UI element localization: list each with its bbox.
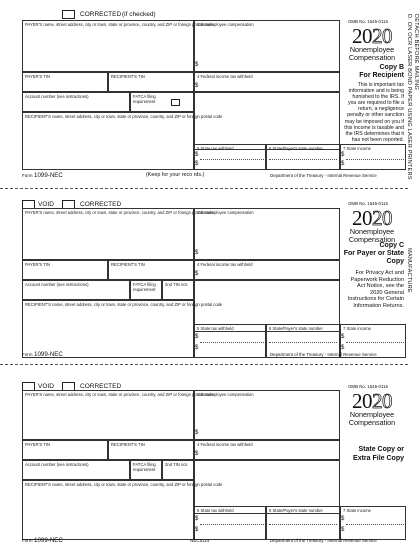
box4-label: 4 Federal income tax withheld xyxy=(197,74,253,79)
footer-form-label xyxy=(22,172,63,179)
side-manufacture-text: MANUFACTURE xyxy=(406,248,412,293)
box6-divider xyxy=(269,524,337,525)
box1-label: 1 Nonemployee compensation xyxy=(197,22,254,27)
account-number-box[interactable] xyxy=(22,92,130,112)
copy-title: Copy C xyxy=(379,242,404,249)
form-number: 1099-NEC xyxy=(34,537,63,544)
box1-dollar: $ xyxy=(195,430,199,436)
tax-year-suffix: 20 xyxy=(372,389,392,413)
payer-tin-box[interactable] xyxy=(22,260,108,280)
box1-dollar: $ xyxy=(195,62,199,68)
box4-dollar: $ xyxy=(195,83,199,89)
footer-center: (Keep for your reco rds.) xyxy=(146,172,205,178)
box6-state-number[interactable] xyxy=(266,144,340,170)
box4-dollar: $ xyxy=(195,451,199,457)
box6-label: 6 State/Payer's state number xyxy=(269,508,323,513)
recipient-tin-box[interactable] xyxy=(108,260,194,280)
account-number-box[interactable] xyxy=(22,280,130,300)
payer-tin-label: PAYER'S TIN xyxy=(25,442,50,447)
box5-dollar-2: $ xyxy=(195,345,199,351)
footer-center: NEC5114 xyxy=(190,538,210,543)
recipient-address-label: RECIPIENT'S name, street address, city or town, state or province, country, and ZIP or foreign postal code xyxy=(25,114,223,119)
box4-label: 4 Federal income tax withheld xyxy=(197,442,253,447)
void-label: VOID xyxy=(38,201,54,208)
recipient-tin-label: RECIPIENT'S TIN xyxy=(111,74,145,79)
box5-state-tax[interactable] xyxy=(194,324,266,358)
corrected-label: CORRECTED xyxy=(80,11,122,18)
box5-state-tax[interactable] xyxy=(194,144,266,170)
corrected-sub-label: (if checked) xyxy=(122,11,156,18)
box7-dollar-2: $ xyxy=(341,161,345,167)
box5-label: 5 State tax withheld xyxy=(197,508,234,513)
box6-divider xyxy=(269,159,337,160)
tax-year-suffix: 20 xyxy=(372,24,392,48)
account-number-label: Account number (see instructions) xyxy=(25,462,89,467)
form-word: Form xyxy=(22,352,33,357)
second-tin-label: 2nd TIN not. xyxy=(165,282,188,287)
box7-state-income[interactable] xyxy=(340,144,406,170)
recipient-tin-box[interactable] xyxy=(108,72,194,92)
recipient-tin-box[interactable] xyxy=(108,440,194,460)
omb-number: OMB No. 1545-0116 xyxy=(348,19,388,24)
side-detach-text: DETACH BEFORE MAILING xyxy=(413,14,419,90)
payer-tin-label: PAYER'S TIN xyxy=(25,74,50,79)
payer-tin-box[interactable] xyxy=(22,440,108,460)
blank-mid-box xyxy=(194,92,340,150)
fatca-box[interactable] xyxy=(130,280,162,300)
account-number-label: Account number (see instructions) xyxy=(25,282,89,287)
footer-form-label xyxy=(22,537,63,544)
payer-tin-label: PAYER'S TIN xyxy=(25,262,50,267)
tax-year-prefix: 20 xyxy=(352,206,372,230)
box7-dollar-1: $ xyxy=(341,152,345,158)
recipient-address-label: RECIPIENT'S name, street address, city or town, state or province, country, and ZIP or foreign postal code xyxy=(25,302,223,307)
side-laser-text: D. ON OCR LASER BOND PAPER USING LASER PRINTERS xyxy=(406,14,412,180)
cut-line-1 xyxy=(0,188,408,189)
payer-info-label: PAYER'S name, street address, city or town, state or province, country, and ZIP or foreign postal code xyxy=(25,392,214,397)
footer-treasury: Department of the Treasury - Internal Revenue Service xyxy=(270,173,377,178)
omb-number: OMB No. 1545-0116 xyxy=(348,384,388,389)
form-word: Form xyxy=(22,538,33,543)
payer-info-box[interactable] xyxy=(22,20,214,72)
payer-tin-box[interactable] xyxy=(22,72,108,92)
box1-nonemployee-compensation[interactable] xyxy=(194,390,340,440)
form-title: Nonemployee Compensation xyxy=(348,410,396,427)
form-state-copy xyxy=(0,374,408,546)
box7-dollar-2: $ xyxy=(341,527,345,533)
fatca-box[interactable] xyxy=(130,460,162,480)
box7-dollar-1: $ xyxy=(341,516,345,522)
recipient-tin-label: RECIPIENT'S TIN xyxy=(111,442,145,447)
box7-dollar-1: $ xyxy=(341,334,345,340)
recipient-address-label: RECIPIENT'S name, street address, city or town, state or province, country, and ZIP or foreign postal code xyxy=(25,482,223,487)
box6-state-number[interactable] xyxy=(266,506,340,540)
form-title: Nonemployee Compensation xyxy=(348,45,396,62)
account-number-box[interactable] xyxy=(22,460,130,480)
box5-divider xyxy=(200,159,264,160)
box7-label: 7 State income xyxy=(343,508,371,513)
box5-dollar-1: $ xyxy=(195,334,199,340)
corrected-checkbox[interactable] xyxy=(62,10,75,19)
box7-label: 7 State income xyxy=(343,146,371,151)
payer-info-label: PAYER'S name, street address, city or town, state or province, country, and ZIP or foreign postal code xyxy=(25,210,214,215)
corrected-label: CORRECTED xyxy=(80,201,122,208)
tax-year-prefix: 20 xyxy=(352,24,372,48)
omb-number: OMB No. 1545-0116 xyxy=(348,201,388,206)
form-number: 1099-NEC xyxy=(34,172,63,179)
fatca-checkbox[interactable] xyxy=(171,99,180,106)
box4-federal-tax-withheld[interactable] xyxy=(194,440,340,460)
box5-divider xyxy=(200,342,264,343)
box1-label: 1 Nonemployee compensation xyxy=(197,210,254,215)
box6-label: 6 State/Payer's state number xyxy=(269,146,323,151)
box5-dollar-1: $ xyxy=(195,152,199,158)
box1-nonemployee-compensation[interactable] xyxy=(194,208,340,260)
box5-dollar-2: $ xyxy=(195,161,199,167)
side-margin xyxy=(408,0,420,550)
second-tin-box[interactable] xyxy=(162,460,194,480)
fatca-label: FATCA filing requirement xyxy=(133,94,156,104)
form-copy-b xyxy=(0,6,408,179)
second-tin-label: 2nd TIN not. xyxy=(165,462,188,467)
tax-year-suffix: 20 xyxy=(372,206,392,230)
box6-label: 6 State/Payer's state number xyxy=(269,326,323,331)
box5-divider xyxy=(200,524,264,525)
void-label: VOID xyxy=(38,383,54,390)
cut-line-2 xyxy=(0,364,408,365)
fatca-label: FATCA filing requirement xyxy=(133,282,156,292)
box5-state-tax[interactable] xyxy=(194,506,266,540)
box5-dollar-1: $ xyxy=(195,516,199,522)
box5-dollar-2: $ xyxy=(195,527,199,533)
payer-info-box[interactable] xyxy=(22,390,214,440)
box5-label: 5 State tax withheld xyxy=(197,146,234,151)
corrected-label: CORRECTED xyxy=(80,383,122,390)
box5-label: 5 State tax withheld xyxy=(197,326,234,331)
second-tin-box[interactable] xyxy=(162,280,194,300)
box7-dollar-2: $ xyxy=(341,345,345,351)
box4-federal-tax-withheld[interactable] xyxy=(194,72,340,92)
box4-federal-tax-withheld[interactable] xyxy=(194,260,340,280)
form-title: Nonemployee Compensation xyxy=(348,227,396,244)
footer-form-label xyxy=(22,351,63,358)
box1-nonemployee-compensation[interactable] xyxy=(194,20,340,72)
form-number: 1099-NEC xyxy=(34,351,63,358)
box7-state-income[interactable] xyxy=(340,506,406,540)
copy-subtitle: For Recipient xyxy=(359,72,404,79)
box1-label: 1 Nonemployee compensation xyxy=(197,392,254,397)
tax-year-prefix: 20 xyxy=(352,389,372,413)
form-word: Form xyxy=(22,173,33,178)
copy-title: Copy B xyxy=(379,64,404,71)
copy-note: For Privacy Act and Paperwork Reduction Act Notice, see the 2020 General Instructions for Certain Information Returns. xyxy=(347,270,404,309)
box7-divider xyxy=(346,524,404,525)
account-number-label: Account number (see instructions) xyxy=(25,94,89,99)
copy-subtitle: For Payer or State Copy xyxy=(343,250,404,265)
copy-note: This is important tax information and is being furnished to the IRS. If you are required to file a return, a negligence penalty or other sanction may be imposed on you if this income is taxable and the IRS determines that it has not been reported. xyxy=(344,82,404,143)
box7-divider xyxy=(346,159,404,160)
form-copy-c xyxy=(0,198,408,368)
footer-treasury: Department of the Treasury - Internal Revenue Service xyxy=(270,352,377,357)
footer-treasury: Department of the Treasury - Internal Revenue Service xyxy=(270,538,377,543)
recipient-tin-label: RECIPIENT'S TIN xyxy=(111,262,145,267)
payer-info-box[interactable] xyxy=(22,208,214,260)
fatca-label: FATCA filing requirement xyxy=(133,462,156,472)
box7-label: 7 State income xyxy=(343,326,371,331)
box7-divider xyxy=(346,342,404,343)
copy-subtitle: State Copy or Extra File Copy xyxy=(353,446,404,462)
box1-dollar: $ xyxy=(195,250,199,256)
payer-info-label: PAYER'S name, street address, city or town, state or province, country, and ZIP or foreign postal code xyxy=(25,22,214,27)
box6-divider xyxy=(269,342,337,343)
box4-dollar: $ xyxy=(195,271,199,277)
box4-label: 4 Federal income tax withheld xyxy=(197,262,253,267)
fatca-box[interactable] xyxy=(130,92,194,112)
